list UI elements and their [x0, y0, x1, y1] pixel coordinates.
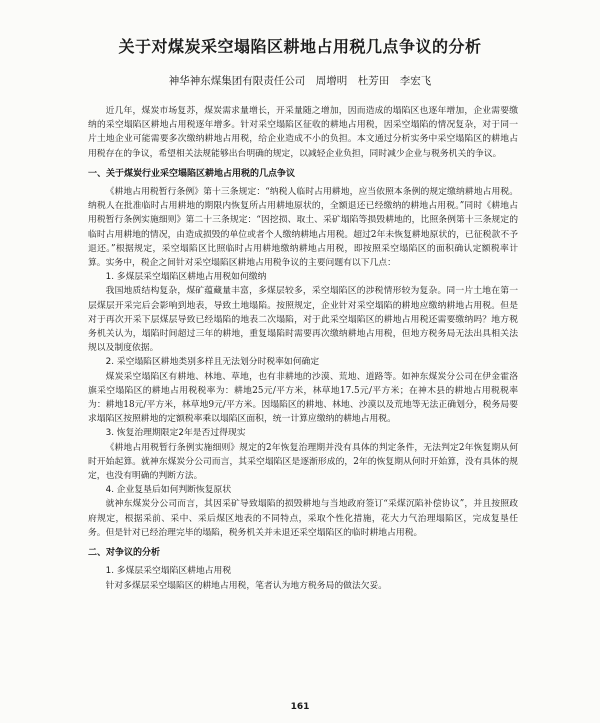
intro-paragraph: 近几年，煤炭市场复苏，煤炭需求量增长，开采量随之增加，因而造成的塌陷区也逐年增加，企业需要缴纳的采空塌陷区耕地占用税逐年增多。针对采空塌陷区征收的耕地占用税，因采空塌陷的情况复杂，对于同一片土地企业可能需要多次缴纳耕地占用税，给企业造成不小的负担。本文通过分析实务中采空塌陷区的耕地占用税存在的争议，希望相关法规能够出台明确的规定，以减轻企业负担，同时减少企业与税务机关的争议。	[88, 106, 518, 159]
subsection-2-1-heading: 1. 多煤层采空塌陷区耕地占用税	[105, 566, 232, 577]
subsection-1-1-heading: 1. 多煤层采空塌陷区耕地占用税如何缴纳	[105, 272, 267, 283]
section-1-heading: 一、关于煤炭行业采空塌陷区耕地占用税的几点争议	[88, 168, 296, 179]
subsection-1-4-text: 就神东煤炭分公司而言，其因采矿导致塌陷的损毁耕地与当地政府签订“采煤沉陷补偿协议”，并且按照政府规定，根据采前、采中、采后煤区地表的不同特点，采取个性化措施，花大力气治理塌陷区，完成复垦任务。但是针对已经治理完毕的塌陷，税务机关并未退还采空塌陷区的临时耕地占用税。	[88, 499, 518, 538]
subsection-1-1-text: 我国地质结构复杂，煤矿蕴藏量丰富，多煤层较多，采空塌陷区的涉税情形较为复杂。同一片土地在第一层煤层开采完后会影响到地表，导致土地塌陷。按照规定，企业针对采空塌陷的耕地应缴纳耕地占用税。但是对于再次开采下层煤层导致已经塌陷的地表二次塌陷，对于此采空塌陷区的耕地占用税还需要缴纳吗？地方税务机关认为，塌陷时间超过三年的耕地，重复塌陷时需要再次缴纳耕地占用税，但地方税务局无法出具相关法规以及制度依据。	[88, 286, 518, 354]
article-body	[88, 104, 518, 593]
article-authors: 神华神东煤集团有限责任公司 周增明 杜芳田 李宏飞	[168, 75, 432, 87]
subsection-1-2-heading: 2. 采空塌陷区耕地类别多样且无法划分时税率如何确定	[105, 357, 320, 368]
section-1-paragraph: 《耕地占用税暂行条例》第十三条规定：“纳税人临时占用耕地，应当依照本条例的规定缴纳耕地占用税。纳税人在批准临时占用耕地的期限内恢复所占用耕地原状的，全额退还已经缴纳的耕地占用税。”同时《耕地占用税暂行条例实施细则》第二十三条规定：“因挖损、取土、采矿塌陷等损毁耕地的，比照条例第十三条规定的临时占用耕地的情况，由造成损毁的单位或者个人缴纳耕地占用税。超过2年未恢复耕地原状的，已征税款不予退还。”根据规定，采空塌陷区比照临时占用耕地缴纳耕地占用税，即按照采空塌陷区的面积确认定额税率计算。实务中，税企之间针对采空塌陷区耕地占用税争议的主要问题有以下几点：	[88, 187, 518, 269]
subsection-2-1-text: 针对多煤层采空塌陷区的耕地占用税，笔者认为地方税务局的做法欠妥。	[105, 580, 388, 591]
section-2-heading: 二、对争议的分析	[88, 548, 161, 559]
subsection-1-3-text: 《耕地占用税暂行条例实施细则》规定的2年恢复治理期并没有具体的判定条件，无法判定2年恢复期从何时开始起算。就神东煤炭分公司而言，其采空塌陷区是逐渐形成的，2年的恢复期从何时开始算，没有具体的规定，也没有明确的判断方法。	[88, 442, 518, 482]
page-number: 161	[290, 702, 310, 712]
subsection-1-4-heading: 4. 企业复垦后如何判断恢复原状	[105, 485, 232, 496]
article-title: 关于对煤炭采空塌陷区耕地占用税几点争议的分析	[118, 37, 482, 56]
subsection-1-3-heading: 3. 恢复治理期限定2年是否过得现实	[105, 428, 246, 439]
subsection-1-2-text: 煤炭采空塌陷区有耕地、林地、草地，也有非耕地的沙漠、荒地、道路等。如神东煤炭分公司在伊金霍洛旗采空塌陷区的耕地占用税税率为：耕地25元/平方米，林草地17.5元/平方米；在神木县的耕地占用税税率为：耕地18元/平方米，林草地9元/平方米。因塌陷区的耕地、林地、沙漠以及荒地等无法正确划分，税务局要求塌陷区按照耕地的定额税率乘以塌陷区面积，统一计算应缴纳的耕地占用税。	[88, 371, 518, 425]
